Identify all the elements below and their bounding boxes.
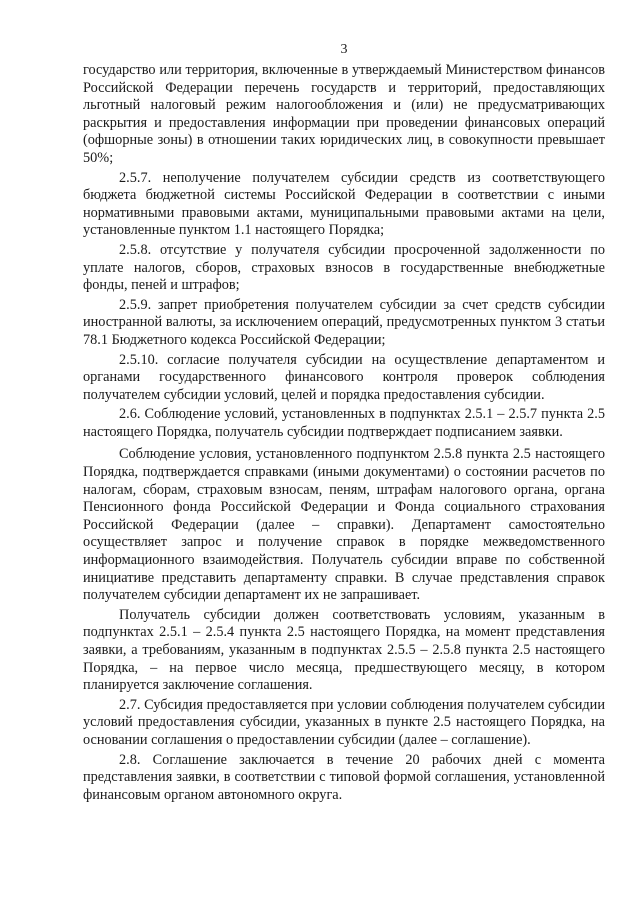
paragraph-2-6: 2.6. Соблюдение условий, установленных в подпунктах 2.5.1 – 2.5.7 пункта 2.5 настоящего Порядка, получатель субсидии подтверждает подписанием заявки. (83, 406, 605, 440)
document-body (83, 62, 605, 804)
paragraph-2-5-8: 2.5.8. отсутствие у получателя субсидии просроченной задолженности по уплате налогов, сборов, страховых взносов в государственные внебюджетные фонды, пеней и штрафов; (83, 241, 605, 294)
paragraph-continuation: государство или территория, включенные в утверждаемый Министерством финансов Российской Федерации перечень государств и территорий, предоставляющих льготный налоговый режим налогообложения и (или) не предусматривающих раскрытия и предоставления информации при проведении финансовых операций (офшорные зоны) в отношении таких юридических лиц, в совокупности превышает 50%; (83, 62, 605, 166)
paragraph-2-5-7: 2.5.7. неполучение получателем субсидии средств из соответствующего бюджета бюджетной системы Российской Федерации в соответствии с иными нормативными правовыми актами, муниципальными правовыми актами на цели, установленные пунктом 1.1 настоящего Порядка; (83, 169, 605, 239)
paragraph-2-5-10: 2.5.10. согласие получателя субсидии на осуществление департаментом и органами государственного финансового контроля проверок соблюдения получателем субсидии условий, целей и порядка предоставления субсидии. (83, 351, 605, 403)
paragraph-2-7: 2.7. Субсидия предоставляется при условии соблюдения получателем субсидии условий предоставления субсидии, указанных в пункте 2.5 настоящего Порядка, на основании соглашения о предоставлении субсидии (далее – соглашение). (83, 696, 605, 748)
paragraph-2-5-9: 2.5.9. запрет приобретения получателем субсидии за счет средств субсидии иностранной валюты, за исключением операций, предусмотренных пунктом 3 статьи 78.1 Бюджетного кодекса Российской Федерации; (83, 296, 605, 348)
page-number: 3 (340, 42, 348, 57)
paragraph-recipient-requirements: Получатель субсидии должен соответствовать условиям, указанным в подпунктах 2.5.1 – 2.5.4 пункта 2.5 настоящего Порядка, на момент представления заявки, а требованиям, указанным в подпунктах 2.5.5 – 2.5.8 пункта 2.5 настоящего Порядка, – на первое число месяца, предшествующего месяцу, в котором планируется заключение соглашения. (83, 606, 605, 694)
paragraph-compliance-certificates: Соблюдение условия, установленного подпунктом 2.5.8 пункта 2.5 настоящего Порядка, подтверждается справками (иными документами) о состоянии расчетов по налогам, сборам, страховым взносам, пеням, штрафам налогового органа, органа Пенсионного фонда Российской Федерации и Фонда социального страхования Российской Федерации (далее – справки). Департамент самостоятельно осуществляет запрос и получение справок в порядке межведомственного информационного взаимодействия. Получатель субсидии вправе по собственной инициативе представить департаменту справки. В случае представления справок получателем субсидии департамент их не запрашивает. (83, 446, 605, 604)
paragraph-2-8: 2.8. Соглашение заключается в течение 20 рабочих дней с момента представления заявки, в соответствии с типовой формой соглашения, установленной финансовым органом автономного округа. (83, 751, 605, 803)
